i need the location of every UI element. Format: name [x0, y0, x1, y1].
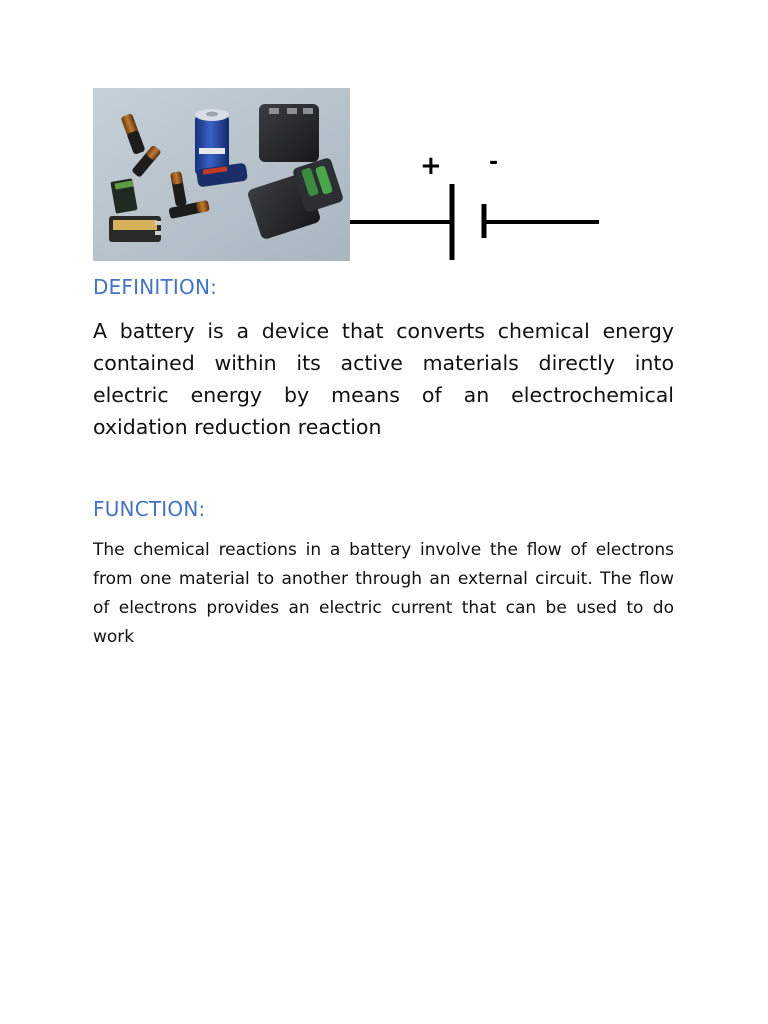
- battery-9v-lying: [109, 216, 161, 242]
- battery-pack-dark: [259, 104, 319, 162]
- function-paragraph: The chemical reactions in a battery involve the flow of electrons from one material to another through an external circuit. The flow of electrons provides an electric current that can be used to do work: [93, 540, 674, 647]
- battery-circuit-symbol: [348, 150, 608, 266]
- definition-paragraph: A battery is a device that converts chemical energy contained within its active materials directly into electric energy by means of an electrochemical oxidation reduction reaction: [93, 319, 674, 439]
- positive-terminal-label: +: [420, 151, 442, 181]
- function-heading: FUNCTION:: [93, 497, 206, 521]
- definition-heading: DEFINITION:: [93, 275, 218, 299]
- batteries-photo: [93, 88, 350, 261]
- negative-terminal-label: -: [489, 150, 499, 175]
